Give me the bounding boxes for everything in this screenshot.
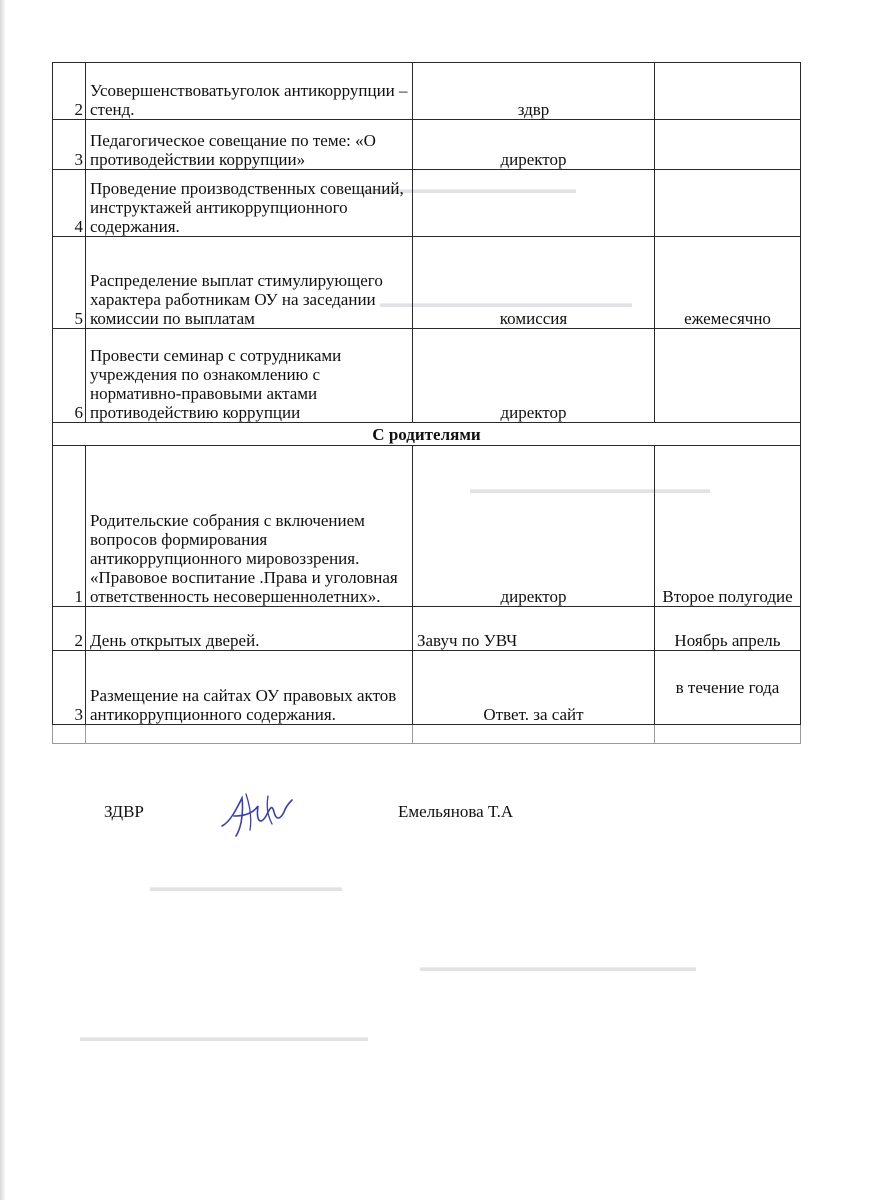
row-number: 1: [53, 446, 86, 607]
row-term: ежемесячно: [655, 237, 801, 329]
table-row-empty: [53, 725, 801, 744]
row-action: Проведение производственных совещаний, инструктажей антикоррупционного содержания.: [86, 170, 413, 237]
bleed-through-text: ▬▬▬▬▬▬▬▬▬▬▬▬▬▬▬▬▬▬▬▬: [470, 482, 710, 496]
row-action: Усовершенствоватьуголок антикоррупции – стенд.: [86, 63, 413, 120]
row-action: Родительские собрания с включением вопросов формирования антикоррупционного мировоззрения. «Правовое воспитание .Права и уголовная ответственность несовершеннолетних».: [86, 446, 413, 607]
section-title: С родителями: [53, 423, 801, 446]
row-action: Педагогическое совещание по теме: «О противодействии коррупции»: [86, 120, 413, 170]
row-responsible: здвр: [413, 63, 655, 120]
row-term: [655, 329, 801, 423]
row-action: Распределение выплат стимулирующего характера работникам ОУ на заседании комиссии по выплатам: [86, 237, 413, 329]
row-responsible: директор: [413, 329, 655, 423]
measures-table: [52, 62, 801, 744]
table-row: [53, 120, 801, 170]
row-term: [655, 63, 801, 120]
row-number: 2: [53, 607, 86, 651]
row-responsible: комиссия: [413, 237, 655, 329]
table-row: [53, 607, 801, 651]
bleed-through-text: ▬▬▬▬▬▬▬▬▬▬▬▬▬▬▬▬▬▬: [360, 182, 576, 196]
row-action: Провести семинар с сотрудниками учреждения по ознакомлению с нормативно-правовыми актами противодействию коррупции: [86, 329, 413, 423]
bleed-through-text: ▬▬▬▬▬▬▬▬▬▬▬▬▬▬▬▬▬▬▬▬▬▬▬: [420, 960, 696, 974]
table-row: [53, 237, 801, 329]
row-term: Второе полугодие: [655, 446, 801, 607]
table-row: [53, 329, 801, 423]
row-number: 4: [53, 170, 86, 237]
handwritten-signature: [216, 786, 296, 842]
row-responsible: директор: [413, 120, 655, 170]
row-term: в течение года: [655, 651, 801, 725]
section-header-row: [53, 423, 801, 446]
row-term: [655, 120, 801, 170]
bleed-through-text: ▬▬▬▬▬▬▬▬▬▬▬▬▬▬▬▬: [150, 880, 342, 894]
row-number: 5: [53, 237, 86, 329]
row-term: Ноябрь апрель: [655, 607, 801, 651]
signature-block: [104, 786, 604, 846]
row-number: 6: [53, 329, 86, 423]
row-number: 3: [53, 651, 86, 725]
row-number: 3: [53, 120, 86, 170]
table-row: [53, 63, 801, 120]
row-responsible: Завуч по УВЧ: [413, 607, 655, 651]
row-action: День открытых дверей.: [86, 607, 413, 651]
bleed-through-text: ▬▬▬▬▬▬▬▬▬▬▬▬▬▬▬▬▬▬▬▬▬▬▬▬: [80, 1030, 368, 1044]
table-row: [53, 446, 801, 607]
signature-name: Емельянова Т.А: [398, 802, 514, 821]
row-action: Размещение на сайтах ОУ правовых актов антикоррупционного содержания.: [86, 651, 413, 725]
table-row: [53, 651, 801, 725]
row-number: 2: [53, 63, 86, 120]
row-responsible: [413, 170, 655, 237]
row-responsible: Ответ. за сайт: [413, 651, 655, 725]
row-responsible: директор: [413, 446, 655, 607]
table-row: [53, 170, 801, 237]
row-term: [655, 170, 801, 237]
signature-title: ЗДВР: [104, 802, 144, 821]
bleed-through-text: ▬▬▬▬▬▬▬▬▬▬▬▬▬▬▬▬▬▬▬▬▬: [380, 296, 632, 310]
page-edge: [0, 0, 6, 1200]
